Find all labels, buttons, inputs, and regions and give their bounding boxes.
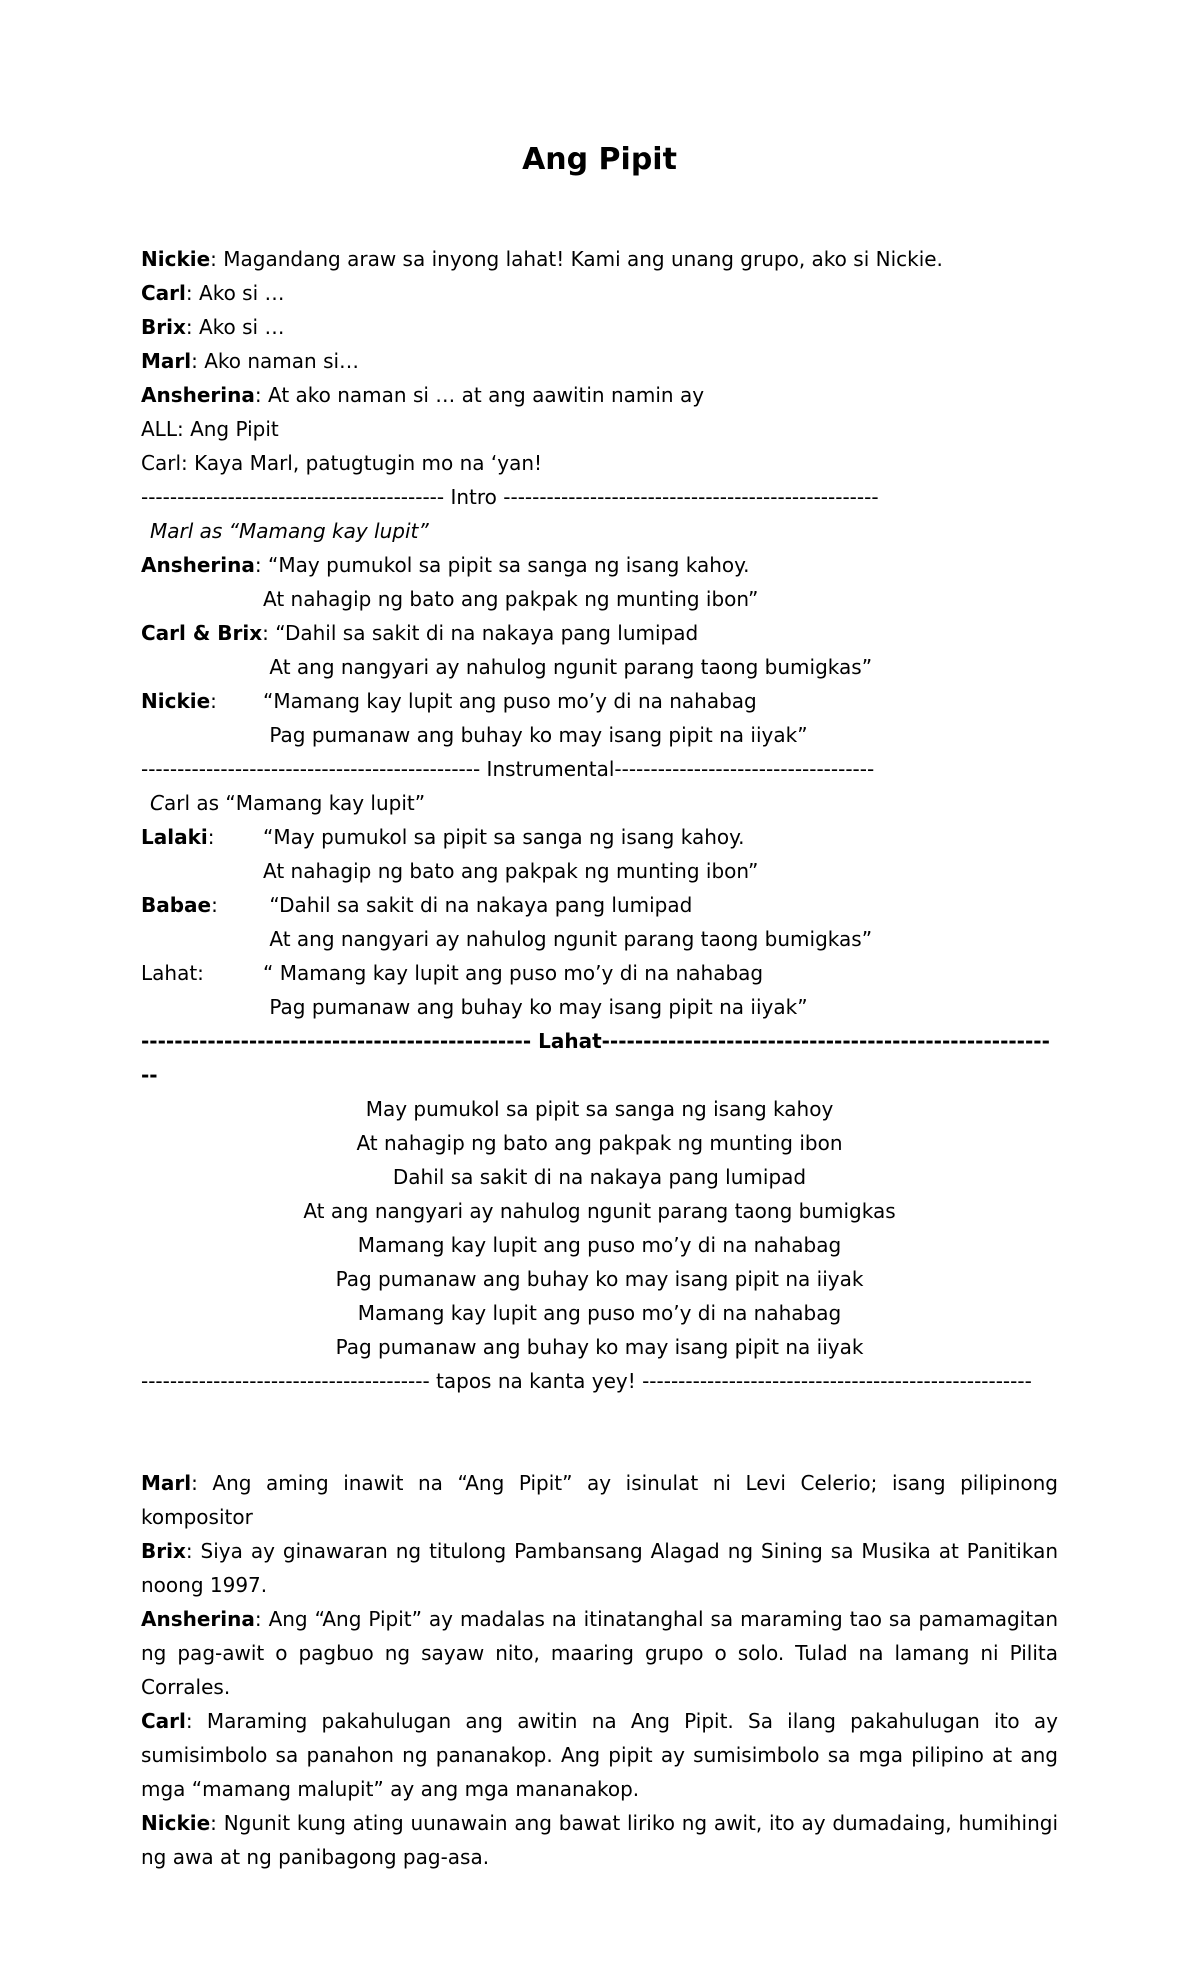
- speaker-name: Carl:: [141, 281, 193, 305]
- speaker-name-bold: Nickie: [141, 1811, 211, 1835]
- speaker-name-bold: Ansherina: [141, 553, 255, 577]
- speaker-name-bold: Lalaki: [141, 825, 208, 849]
- speaker-name: ALL:: [141, 417, 184, 441]
- section-divider: ---------------------------------------- tapos na kanta yey! ------------------------------------------------------: [141, 1369, 1032, 1393]
- speaker-name-bold: Nickie: [141, 247, 211, 271]
- dialogue-line: [141, 344, 1058, 378]
- dialogue-text: “Mamang kay lupit ang puso mo’y di na nahabag: [263, 689, 757, 713]
- speaker-name-bold: Marl: [141, 1471, 192, 1495]
- speaker-name: Lahat:: [141, 961, 204, 985]
- dialogue-line: [141, 888, 1058, 922]
- dialogue-line: [141, 310, 1058, 344]
- discussion-paragraph: Ansherina: Ang “Ang Pipit” ay madalas na itinatanghal sa maraming tao sa pamamagitan ng pag-awit o pagbuo ng sayaw nito, maaring grupo o solo. Tulad na lamang ni Pilita Corrales.: [141, 1607, 1058, 1699]
- dialogue-text: Ako naman si…: [197, 349, 360, 373]
- speaker-name-bold: Carl: [141, 281, 186, 305]
- dialogue-text: “ Mamang kay lupit ang puso mo’y di na nahabag: [263, 961, 764, 985]
- speaker-name-bold: Babae: [141, 893, 212, 917]
- dialogue-line: [141, 956, 1058, 990]
- verse-line: At nahagip ng bato ang pakpak ng munting ibon: [356, 1131, 843, 1155]
- speaker-name: Nickie:: [141, 689, 217, 713]
- speaker-name-bold: Brix: [141, 315, 186, 339]
- speaker-name: Brix:: [141, 315, 193, 339]
- dialogue-line: [141, 820, 1058, 854]
- continuation-line: At nahagip ng bato ang pakpak ng munting ibon”: [263, 587, 759, 611]
- stage-direction-italic: Marl as “Mamang kay lupit”: [150, 519, 429, 543]
- section-divider: ----------------------------------------------- Lahat--------------------------------------------------------: [141, 1029, 1050, 1087]
- dialogue-line: [141, 412, 1058, 446]
- speaker-name-bold: Nickie: [141, 689, 211, 713]
- dialogue-text: “Dahil sa sakit di na nakaya pang lumipad: [263, 893, 693, 917]
- dialogue-line: [141, 548, 1058, 582]
- continuation-line: At nahagip ng bato ang pakpak ng munting ibon”: [263, 859, 759, 883]
- dialogue-text: “May pumukol sa pipit sa sanga ng isang kahoy.: [261, 553, 750, 577]
- stage-direction: Carl as “Mamang kay lupit”: [150, 791, 426, 815]
- speaker-name-bold: Carl & Brix: [141, 621, 263, 645]
- verse-line: May pumukol sa pipit sa sanga ng isang kahoy: [365, 1097, 834, 1121]
- speaker-name-bold: Carl: [141, 1709, 186, 1733]
- stage-direction: [141, 514, 1058, 548]
- continuation-line: At ang nangyari ay nahulog ngunit parang taong bumigkas”: [263, 655, 873, 679]
- dialogue-text: “May pumukol sa pipit sa sanga ng isang kahoy.: [263, 825, 745, 849]
- dialogue-text: “Dahil sa sakit di na nakaya pang lumipad: [268, 621, 699, 645]
- speaker-name: Carl & Brix:: [141, 621, 269, 645]
- section-divider: ----------------------------------------------- Instrumental------------------------------------: [141, 757, 875, 781]
- dialogue-text: Ako si …: [192, 281, 285, 305]
- speaker-name: Ansherina:: [141, 383, 262, 407]
- continuation-line: At ang nangyari ay nahulog ngunit parang taong bumigkas”: [263, 927, 873, 951]
- speaker-name-bold: Marl: [141, 349, 192, 373]
- dialogue-text: Ako si …: [192, 315, 285, 339]
- blank-line: [141, 1398, 1058, 1432]
- verse-line: Dahil sa sakit di na nakaya pang lumipad: [392, 1165, 807, 1189]
- dialogue-text: Magandang araw sa inyong lahat! Kami ang unang grupo, ako si Nickie.: [216, 247, 943, 271]
- verse-line: Pag pumanaw ang buhay ko may isang pipit na iiyak: [335, 1267, 864, 1291]
- dialogue-text: Kaya Marl, patugtugin mo na ‘yan!: [187, 451, 543, 475]
- speaker-name: Lalaki:: [141, 825, 215, 849]
- speaker-name-bold: Ansherina: [141, 1607, 255, 1631]
- speaker-name: Marl:: [141, 349, 198, 373]
- dialogue-line: [141, 378, 1058, 412]
- dialogue-text: Ang Pipit: [183, 417, 279, 441]
- verse-line: Pag pumanaw ang buhay ko may isang pipit na iiyak: [335, 1335, 864, 1359]
- verse-line: Mamang kay lupit ang puso mo’y di na nahabag: [357, 1301, 842, 1325]
- speaker-name-bold: Ansherina: [141, 383, 255, 407]
- dialogue-line: [141, 684, 1058, 718]
- document-title: Ang Pipit: [522, 142, 677, 177]
- discussion-paragraph: Carl: Maraming pakahulugan ang awitin na Ang Pipit. Sa ilang pakahulugan ito ay sumisimbolo sa panahon ng pananakop. Ang pipit ay sumisimbolo sa mga pilipino at ang mga “mamang malupit” ay ang mga mananakop.: [141, 1709, 1058, 1801]
- blank-line: [141, 1432, 1058, 1466]
- document-body: [141, 242, 1058, 1874]
- discussion-paragraph: Brix: Siya ay ginawaran ng titulong Pambansang Alagad ng Sining sa Musika at Panitikan noong 1997.: [141, 1539, 1058, 1597]
- verse-line: At ang nangyari ay nahulog ngunit parang taong bumigkas: [303, 1199, 896, 1223]
- dialogue-line: [141, 276, 1058, 310]
- speaker-name: Nickie:: [141, 247, 217, 271]
- dialogue-line: [141, 446, 1058, 480]
- speaker-name-bold: Brix: [141, 1539, 186, 1563]
- dialogue-line: [141, 616, 1058, 650]
- discussion-paragraph: Marl: Ang aming inawit na “Ang Pipit” ay isinulat ni Levi Celerio; isang pilipinong kompositor: [141, 1471, 1058, 1529]
- dialogue-text: At ako naman si … at ang aawitin namin ay: [261, 383, 705, 407]
- verse-line: Mamang kay lupit ang puso mo’y di na nahabag: [357, 1233, 842, 1257]
- continuation-line: Pag pumanaw ang buhay ko may isang pipit na iiyak”: [263, 723, 808, 747]
- speaker-name: Babae:: [141, 893, 218, 917]
- speaker-name: Ansherina:: [141, 553, 262, 577]
- speaker-name: Carl:: [141, 451, 188, 475]
- stage-direction-italic: C: [150, 791, 164, 815]
- dialogue-line: [141, 242, 1058, 276]
- discussion-paragraph: Nickie: Ngunit kung ating uunawain ang bawat liriko ng awit, ito ay dumadaing, humihingi ng awa at ng panibagong pag-asa.: [141, 1811, 1058, 1869]
- section-divider: ------------------------------------------ Intro ----------------------------------------------------: [141, 485, 879, 509]
- continuation-line: Pag pumanaw ang buhay ko may isang pipit na iiyak”: [263, 995, 808, 1019]
